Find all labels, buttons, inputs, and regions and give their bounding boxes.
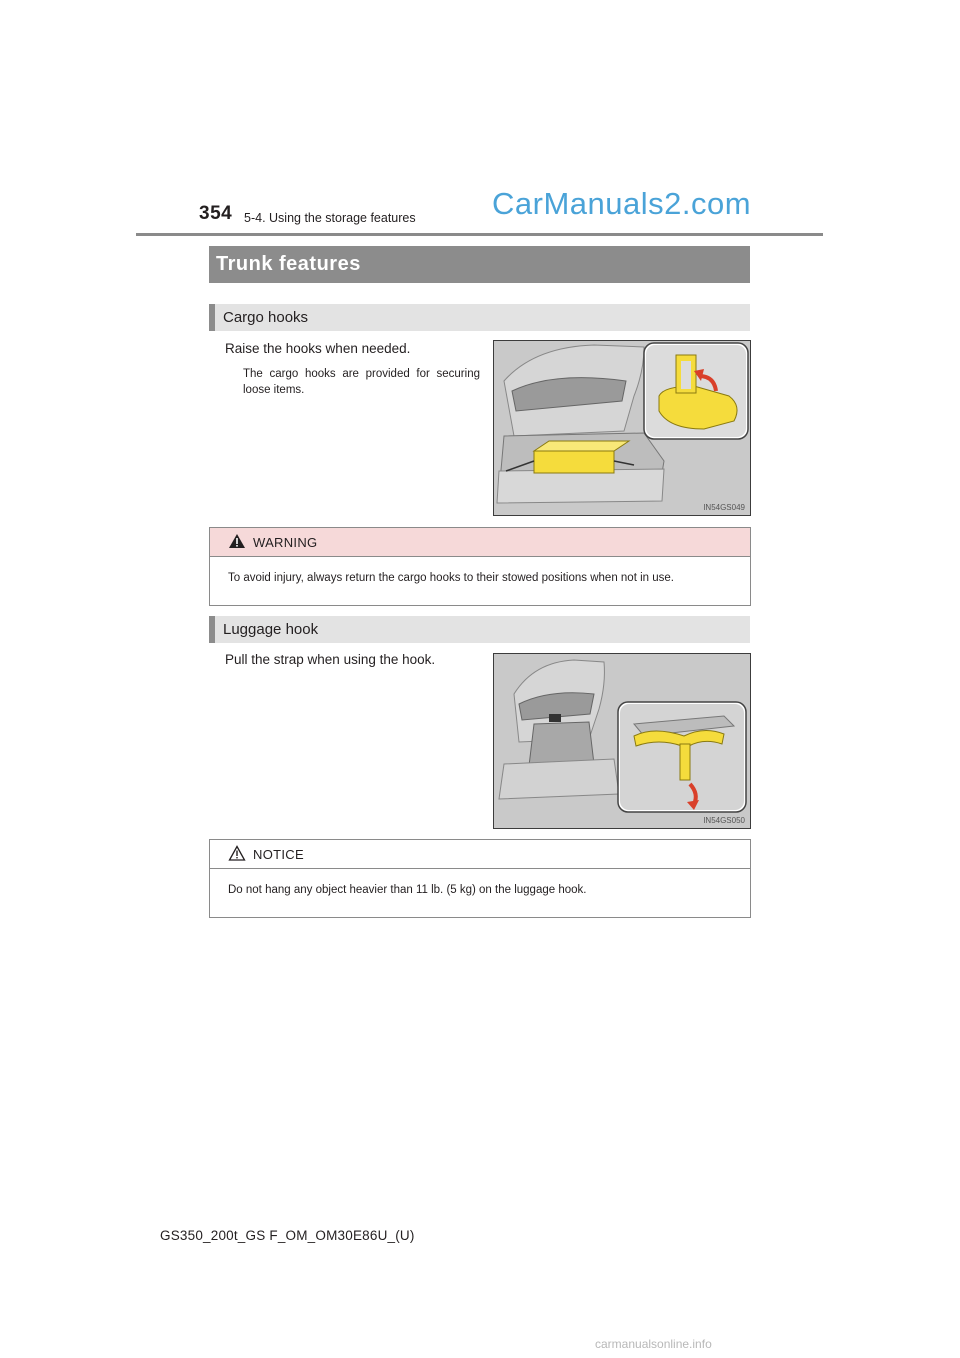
caution-triangle-icon [228,845,246,861]
notice-header [210,840,750,869]
notice-box [209,839,751,918]
warning-label: WARNING [253,535,318,550]
cargo-hooks-figure [493,340,751,516]
luggage-hook-figure-code: IN54GS050 [703,816,745,825]
cargo-hooks-heading-bar [209,304,750,331]
warning-text: To avoid injury, always return the cargo hooks to their stowed positions when not in use. [228,572,674,584]
watermark-bottom: carmanualsonline.info [595,1337,712,1351]
cargo-hooks-heading: Cargo hooks [223,309,309,326]
notice-text: Do not hang any object heavier than 11 lb. (5 kg) on the luggage hook. [228,884,587,896]
warning-box [209,527,751,606]
luggage-hook-heading-bar [209,616,750,643]
page-title: Trunk features [216,253,361,275]
watermark-top: CarManuals2.com [492,186,752,221]
section-label: 5-4. Using the storage features [244,211,416,225]
warning-header [210,528,750,557]
luggage-hook-instruction: Pull the strap when using the hook. [225,652,436,667]
cargo-hooks-illustration [494,341,750,515]
warning-triangle-icon [228,533,246,549]
title-bar [209,246,750,283]
cargo-hooks-instruction: Raise the hooks when needed. [225,341,411,356]
footer-doc-id: GS350_200t_GS F_OM_OM30E86U_(U) [160,1228,415,1243]
heading-accent [209,304,215,331]
luggage-hook-illustration [494,654,750,828]
cargo-hooks-figure-code: IN54GS049 [703,503,745,512]
header-rule [136,233,823,236]
heading-accent [209,616,215,643]
page-number: 354 [199,203,233,224]
luggage-hook-figure [493,653,751,829]
cargo-hooks-note: The cargo hooks are provided for securing loose items. [243,368,480,396]
notice-label: NOTICE [253,847,304,862]
luggage-hook-heading: Luggage hook [223,621,319,638]
